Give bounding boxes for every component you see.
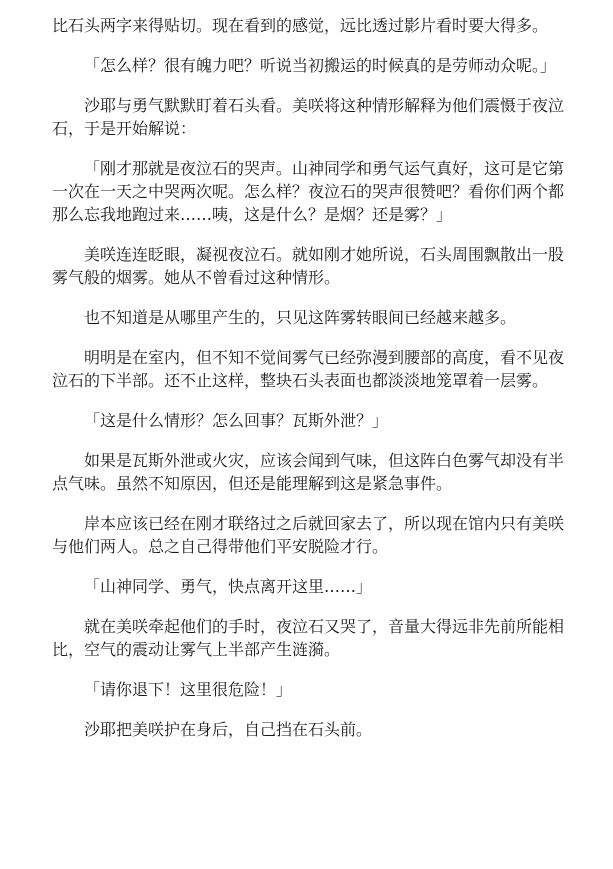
paragraph-11: 「山神同学、勇气，快点离开这里……」 xyxy=(84,577,373,596)
paragraph-6: 也不知道是从哪里产生的，只见这阵雾转眼间已经越来越多。 xyxy=(84,308,517,327)
paragraph-10: 岸本应该已经在刚才联络过之后就回家去了，所以现在馆内只有美咲与他们两人。总之自己得带他们平安脱险才行。 xyxy=(52,514,565,556)
paragraph-8: 「这是什么情形？怎么回事？瓦斯外泄？」 xyxy=(84,411,389,430)
paragraph-12: 就在美咲牵起他们的手时，夜泣石又哭了，音量大得远非先前所能相比，空气的震动让雾气上半部产生涟漪。 xyxy=(52,617,565,659)
paragraph-7: 明明是在室内，但不知不觉间雾气已经弥漫到腰部的高度，看不见夜泣石的下半部。还不止这样，整块石头表面也都淡淡地笼罩着一层雾。 xyxy=(52,348,565,390)
paragraph-4: 「刚才那就是夜泣石的哭声。山神同学和勇气运气真好，这可是它第一次在一天之中哭两次呢。怎么样？夜泣石的哭声很赞吧？看你们两个都那么忘我地跑过来……咦，这是什么？是烟？还是雾？」 xyxy=(52,159,565,224)
paragraph-5: 美咲连连眨眼，凝视夜泣石。就如刚才她所说，石头周围飘散出一股雾气般的烟雾。她从不曾看过这种情形。 xyxy=(52,245,565,287)
paragraph-13: 「请你退下！这里很危险！」 xyxy=(84,680,293,699)
paragraph-9: 如果是瓦斯外泄或火灾，应该会闻到气味，但这阵白色雾气却没有半点气味。虽然不知原因，但还是能理解到这是紧急事件。 xyxy=(52,451,565,493)
book-page xyxy=(52,14,564,758)
paragraph-1: 比石头两字来得贴切。现在看到的感觉，远比透过影片看时要大得多。 xyxy=(52,16,549,35)
paragraph-3: 沙耶与勇气默默盯着石头看。美咲将这种情形解释为他们震慑于夜泣石，于是开始解说： xyxy=(52,96,565,138)
paragraph-2: 「怎么样？很有魄力吧？听说当初搬运的时候真的是劳师动众呢。」 xyxy=(84,56,557,75)
paragraph-14: 沙耶把美咲护在身后，自己挡在石头前。 xyxy=(84,720,373,739)
